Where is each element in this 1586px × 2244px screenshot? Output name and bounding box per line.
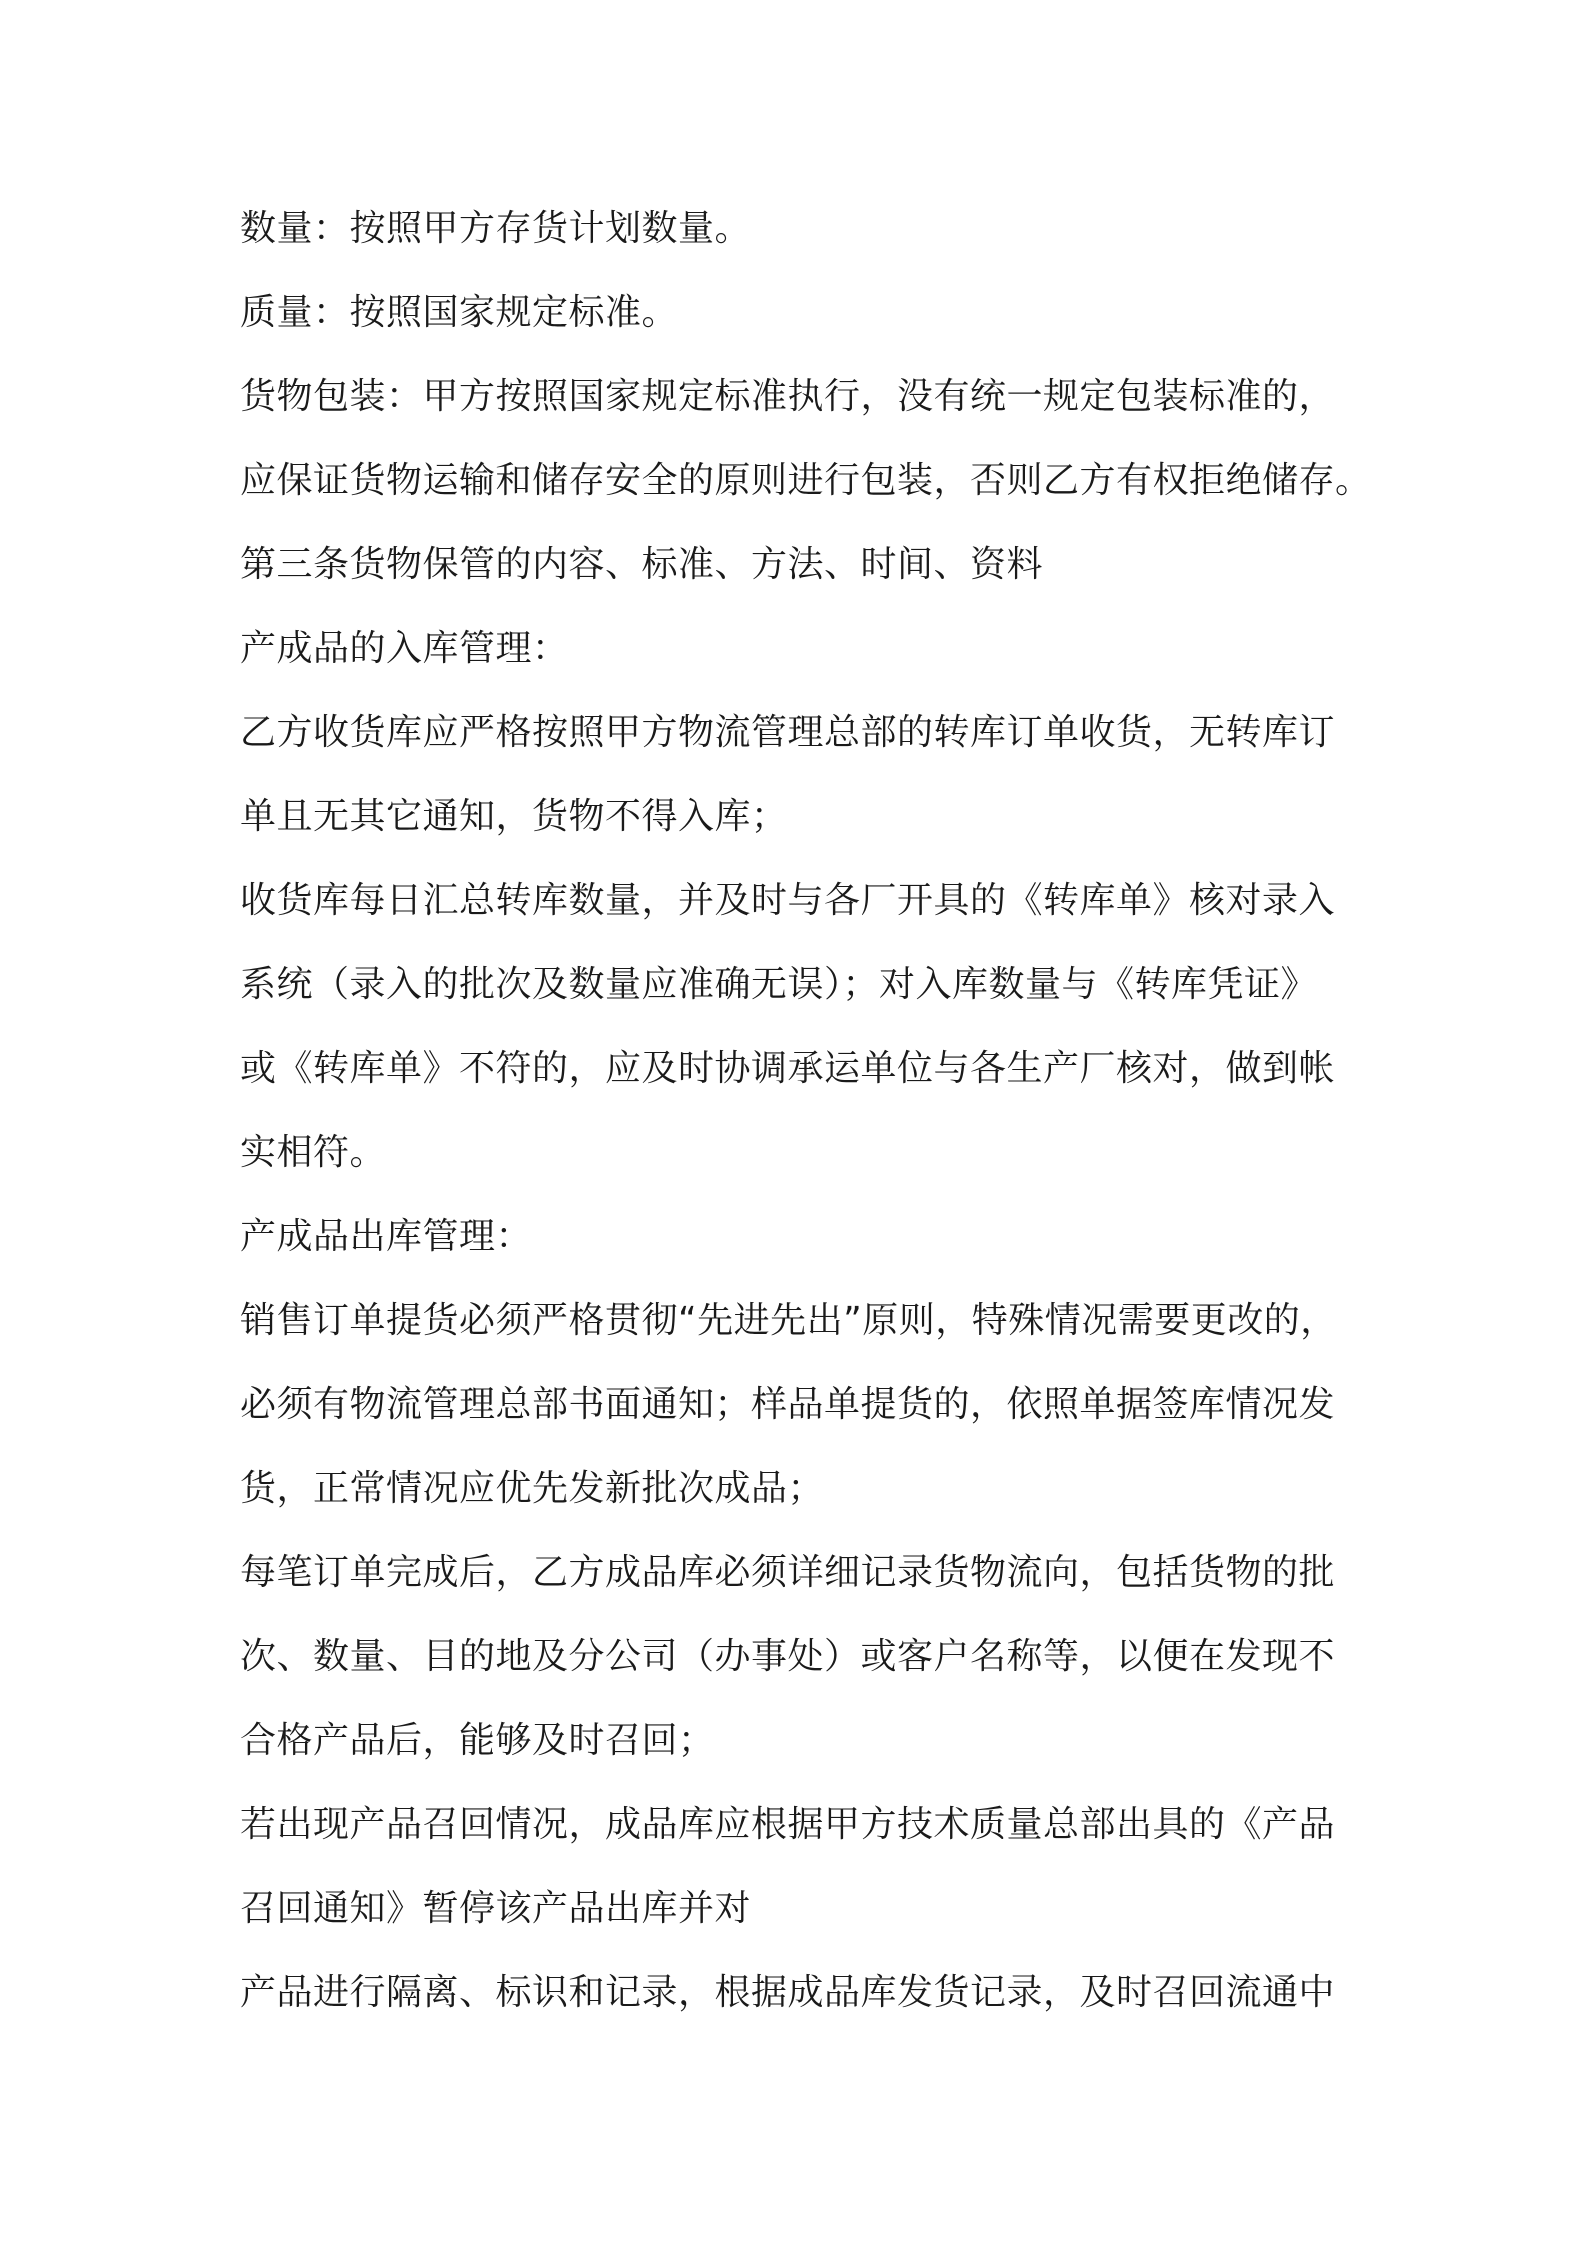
- text-line: 实相符。: [240, 1132, 387, 1173]
- text-line: 系统（录入的批次及数量应准确无误）；对入库数量与《转库凭证》: [240, 964, 1318, 1005]
- text-line: 次、数量、目的地及分公司（办事处）或客户名称等，以便在发现不: [240, 1636, 1336, 1677]
- text-line-quality: 质量：按照国家规定标准。: [240, 292, 679, 333]
- subheading-inbound-management: 产成品的入库管理：: [240, 628, 569, 669]
- text-line: 若出现产品召回情况，成品库应根据甲方技术质量总部出具的《产品: [240, 1804, 1336, 1845]
- text-line: 合格产品后，能够及时召回；: [240, 1720, 715, 1761]
- text-line: 产品进行隔离、标识和记录，根据成品库发货记录，及时召回流通中: [240, 1972, 1336, 2013]
- text-line: 乙方收货库应严格按照甲方物流管理总部的转库订单收货，无转库订: [240, 712, 1336, 753]
- text-line-packaging: 货物包装：甲方按照国家规定标准执行，没有统一规定包装标准的，: [240, 376, 1336, 417]
- subheading-outbound-management: 产成品出库管理：: [240, 1216, 533, 1257]
- text-line: 每笔订单完成后，乙方成品库必须详细记录货物流向，包括货物的批: [240, 1552, 1336, 1593]
- text-line-quantity: 数量：按照甲方存货计划数量。: [240, 208, 752, 249]
- text-line: 必须有物流管理总部书面通知；样品单提货的，依照单据签库情况发: [240, 1384, 1336, 1425]
- text-line: 货，正常情况应优先发新批次成品；: [240, 1468, 825, 1509]
- text-line: 应保证货物运输和储存安全的原则进行包装，否则乙方有权拒绝储存。: [240, 460, 1372, 501]
- text-line: 或《转库单》不符的，应及时协调承运单位与各生产厂核对，做到帐: [240, 1048, 1336, 1089]
- section-heading-article-3: 第三条货物保管的内容、标准、方法、时间、资料: [240, 544, 1044, 585]
- text-line: 单且无其它通知，货物不得入库；: [240, 796, 788, 837]
- text-line: 销售订单提货必须严格贯彻“先进先出”原则，特殊情况需要更改的，: [240, 1300, 1337, 1341]
- text-line: 收货库每日汇总转库数量，并及时与各厂开具的《转库单》核对录入: [240, 880, 1336, 921]
- text-line: 召回通知》暂停该产品出库并对: [240, 1888, 752, 1929]
